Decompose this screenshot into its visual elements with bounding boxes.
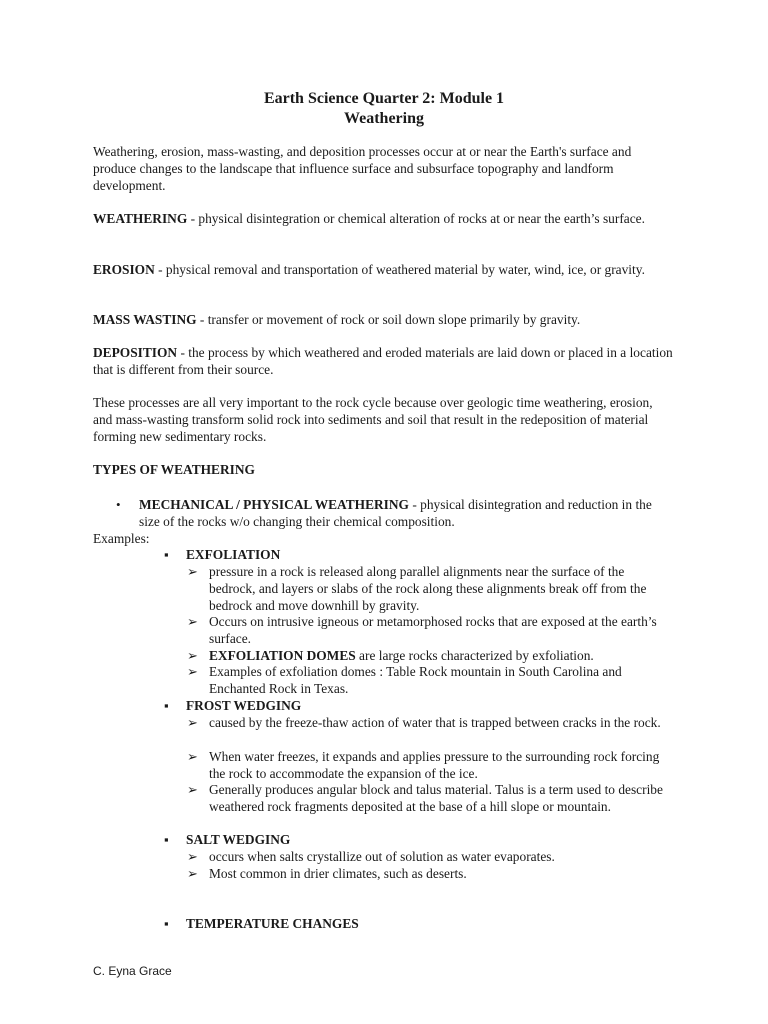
arrow-bullet-icon: ➢ [187,749,198,764]
definition-text: - the process by which weathered and eroded materials are laid down or placed in a location that is different from their source. [93,345,673,377]
mechanical-weathering-text: - physical disintegration and reduction in the size of the rocks w/o changing their chemical composition. [139,497,652,529]
definition-text: - physical removal and transportation of weathered material by water, wind, ice, or gravity. [154,262,645,277]
intro-paragraph: Weathering, erosion, mass-wasting, and deposition processes occur at or near the Earth's surface and produce changes to the landscape that influence surface and subsurface topography and landform development. [93,144,632,193]
document-title: Earth Science Quarter 2: Module 1 [263,90,505,107]
definition-deposition [93,345,673,379]
arrow-bullet-icon: ➢ [187,866,198,881]
mechanical-weathering-term: MECHANICAL / PHYSICAL WEATHERING [139,497,409,512]
exfoliation-domes-item [209,648,671,665]
definition-erosion [93,262,673,279]
exfoliation-domes-term: EXFOLIATION DOMES [209,648,356,663]
square-bullet-icon: ▪ [164,547,169,562]
arrow-bullet-icon: ➢ [187,664,198,679]
definition-term: MASS WASTING [93,312,197,327]
frost-wedging-item: caused by the freeze-thaw action of water that is trapped between cracks in the rock. [209,715,661,730]
examples-label: Examples: [93,531,150,546]
salt-wedging-item: Most common in drier climates, such as deserts. [209,866,467,881]
exfoliation-title: EXFOLIATION [186,547,281,562]
arrow-bullet-icon: ➢ [187,648,198,663]
salt-wedging-item: occurs when salts crystallize out of solution as water evaporates. [209,849,555,864]
frost-wedging-title: FROST WEDGING [186,698,302,713]
definition-text: - physical disintegration or chemical alteration of rocks at or near the earth’s surface. [187,211,645,226]
definition-term: WEATHERING [93,211,188,226]
square-bullet-icon: ▪ [164,916,169,931]
definition-term: DEPOSITION [93,345,178,360]
document-subtitle: Weathering [344,110,424,127]
arrow-bullet-icon: ➢ [187,715,198,730]
bullet-icon: • [116,497,121,512]
frost-wedging-item: When water freezes, it expands and applies pressure to the surrounding rock forcing the rock to accommodate the expansion of the ice. [209,749,660,781]
arrow-bullet-icon: ➢ [187,849,198,864]
exfoliation-item: pressure in a rock is released along parallel alignments near the surface of the bedrock, and layers or slabs of the rock along these alignments break off from the bedrock and move downhill by gravity. [209,564,647,613]
arrow-bullet-icon: ➢ [187,614,198,629]
mechanical-weathering-item [139,497,659,531]
definition-weathering [93,211,673,228]
definition-mass-wasting [93,312,673,329]
salt-wedging-title: SALT WEDGING [186,832,291,847]
exfoliation-item: Examples of exfoliation domes : Table Rock mountain in South Carolina and Enchanted Rock in Texas. [209,664,622,696]
exfoliation-domes-text: are large rocks characterized by exfoliation. [355,648,594,663]
definition-text: - transfer or movement of rock or soil down slope primarily by gravity. [196,312,581,327]
temperature-changes-title: TEMPERATURE CHANGES [186,916,359,931]
frost-wedging-item: Generally produces angular block and talus material. Talus is a term used to describe weathered rock fragments deposited at the base of a hill slope or mountain. [209,782,663,814]
rock-cycle-paragraph: These processes are all very important to the rock cycle because over geologic time weathering, erosion, and mass-wasting transform solid rock into sediments and soil that result in the redeposition of material forming new sedimentary rocks. [93,395,653,444]
square-bullet-icon: ▪ [164,832,169,847]
exfoliation-item: Occurs on intrusive igneous or metamorphosed rocks that are exposed at the earth’s surface. [209,614,657,646]
arrow-bullet-icon: ➢ [187,782,198,797]
footer-author: C. Eyna Grace [93,964,172,978]
types-of-weathering-heading: TYPES OF WEATHERING [93,462,255,477]
square-bullet-icon: ▪ [164,698,169,713]
definition-term: EROSION [93,262,155,277]
arrow-bullet-icon: ➢ [187,564,198,579]
